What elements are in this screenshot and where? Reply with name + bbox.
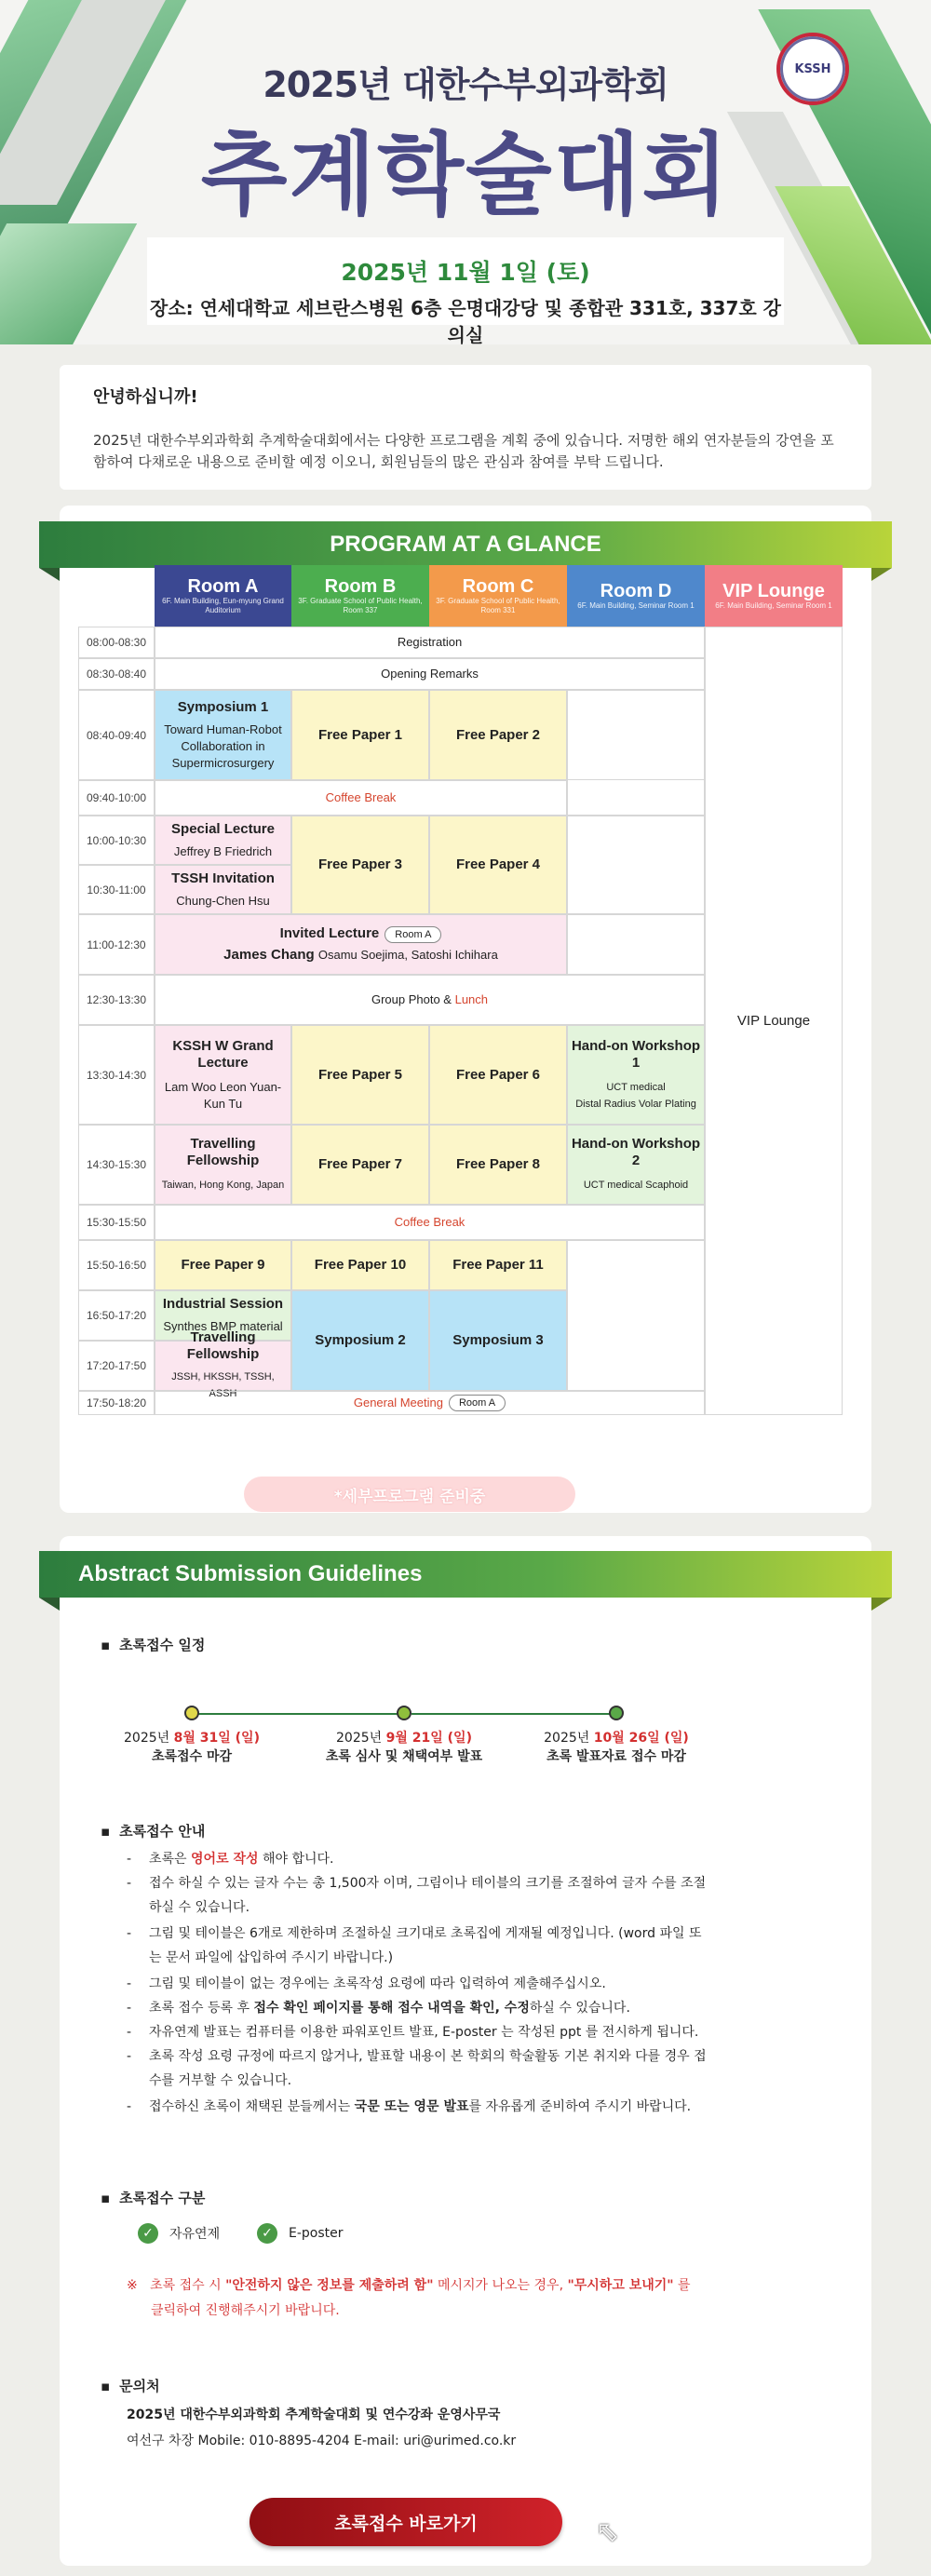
travelling-fellowship-cell: Travelling Fellowship JSSH, HKSSH, TSSH, ASSH [155, 1341, 291, 1391]
kssh-logo: KSSH [776, 33, 849, 105]
time-slot: 16:50-17:20 [78, 1290, 155, 1341]
special-lecture-cell: Special Lecture Jeffrey B Friedrich [155, 816, 291, 865]
coffee-break-cell: Coffee Break [155, 780, 567, 816]
time-slot: 12:30-13:30 [78, 975, 155, 1025]
room-b-header: Room B 3F. Graduate School of Public Health, Room 337 [291, 565, 429, 627]
symposium-1-cell: Symposium 1 Toward Human-Robot Collaboration in Supermicrosurgery [155, 690, 291, 780]
timeline-line [412, 1713, 622, 1715]
greeting-body: 2025년 대한수부외과학회 추계학술대회에서는 다양한 프로그램을 계획 중에 있습니다. 저명한 해외 연자분들의 강연을 포함하여 다채로운 내용으로 준비할 예정 이오니, 회원님들의 많은 관심과 참여를 부탁 드립니다. [93, 432, 834, 470]
hands-on-workshop-2-cell: Hand-on Workshop 2 UCT medical Scaphoid [567, 1125, 705, 1205]
room-a-tag: Room A [449, 1395, 506, 1411]
submit-abstract-button[interactable]: 초록접수 바로가기 [250, 2498, 562, 2546]
time-slot: 15:50-16:50 [78, 1240, 155, 1290]
guide-item: - 접수하신 초록이 채택된 분들께서는 국문 또는 영문 발표를 자유롭게 준비하여 주시기 바랍니다. [127, 2099, 692, 2114]
empty-cell [567, 780, 705, 816]
program-table [78, 565, 847, 1415]
room-a-header: Room A 6F. Main Building, Eun-myung Grand Auditorium [155, 565, 291, 627]
vip-lounge-cell: VIP Lounge [705, 627, 843, 1415]
group-photo-lunch-cell: Group Photo & Lunch [155, 975, 705, 1025]
time-slot: 10:30-11:00 [78, 865, 155, 914]
event-venue: 장소: 연세대학교 세브란스병원 6층 은명대강당 및 종합관 331호, 337호 강의실 [150, 297, 781, 344]
time-slot: 13:30-14:30 [78, 1025, 155, 1125]
event-subtitle: 2025년 대한수부외과학회 [263, 64, 668, 105]
guide-item: - 접수 하실 수 있는 글자 수는 총 1,500자 이며, 그림이나 테이블의 크기를 조절하여 글자 수를 조절하실 수 있습니다. [127, 1876, 707, 1915]
guide-item: - 초록 접수 등록 후 접수 확인 페이지를 통해 접수 내역을 확인, 수정하실 수 있습니다. [127, 2001, 630, 2016]
coffee-break-cell: Coffee Break [155, 1205, 705, 1240]
free-paper-2-cell: Free Paper 2 [429, 690, 567, 780]
room-c-header: Room C 3F. Graduate School of Public Health, Room 331 [429, 565, 567, 627]
timeline-dot [184, 1706, 199, 1720]
symposium-2-cell: Symposium 2 [291, 1290, 429, 1391]
time-slot: 10:00-10:30 [78, 816, 155, 865]
timeline-item: 2025년 8월 31일 (일) 초록접수 마감 [124, 1731, 260, 1764]
check-icon: ✓ [257, 2223, 277, 2244]
kssh-w-grand-lecture-cell: KSSH W Grand Lecture Lam Woo Leon Yuan-Kun Tu [155, 1025, 291, 1125]
guide-item: - 초록은 영어로 작성 해야 합니다. [127, 1852, 334, 1867]
free-paper-11-cell: Free Paper 11 [429, 1240, 567, 1290]
contact-info: 2025년 대한수부외과학회 추계학술대회 및 연수강좌 운영사무국 여선구 차장 Mobile: 010-8895-4204 E-mail: uri@urimed.co.kr [127, 2407, 517, 2448]
program-banner: PROGRAM AT A GLANCE [39, 521, 892, 568]
timeline-item: 2025년 10월 26일 (일) 초록 발표자료 접수 마감 [544, 1731, 689, 1764]
event-date: 2025년 11월 1일 (토) [341, 259, 590, 286]
tssh-invitation-cell: TSSH Invitation Chung-Chen Hsu [155, 865, 291, 914]
timeline-dot [609, 1706, 624, 1720]
program-notice: *세부프로그램 준비중 [244, 1477, 575, 1512]
abstract-card [60, 1536, 871, 2566]
time-slot: 11:00-12:30 [78, 914, 155, 975]
vip-lounge-header: VIP Lounge 6F. Main Building, Seminar Room 1 [705, 565, 843, 627]
timeline-dot [397, 1706, 412, 1720]
free-paper-1-cell: Free Paper 1 [291, 690, 429, 780]
program-card [60, 506, 871, 1513]
type-e-poster: ✓ E-poster [257, 2223, 344, 2244]
event-title: 추계학술대회 [200, 123, 731, 227]
timeline-item: 2025년 9월 21일 (일) 초록 심사 및 채택여부 발표 [325, 1731, 483, 1764]
event-info-box [147, 237, 784, 344]
guide-heading: ▪ 초록접수 안내 [101, 1821, 205, 1841]
time-slot: 17:50-18:20 [78, 1391, 155, 1415]
free-paper-5-cell: Free Paper 5 [291, 1025, 429, 1125]
symposium-3-cell: Symposium 3 [429, 1290, 567, 1391]
time-slot: 15:30-15:50 [78, 1205, 155, 1240]
registration-cell: Registration [155, 627, 705, 658]
travelling-fellowship-cell: Travelling Fellowship Taiwan, Hong Kong, Japan [155, 1125, 291, 1205]
guide-item: - 자유연제 발표는 컴퓨터를 이용한 파워포인트 발표, E-poster 는 작성된 ppt 를 전시하게 됩니다. [127, 2025, 699, 2040]
general-meeting-cell: General Meeting Room A [155, 1391, 705, 1415]
opening-remarks-cell: Opening Remarks [155, 658, 705, 690]
free-paper-7-cell: Free Paper 7 [291, 1125, 429, 1205]
check-icon: ✓ [138, 2223, 158, 2244]
greeting-heading: 안녕하십니까! [93, 387, 198, 407]
time-slot: 09:40-10:00 [78, 780, 155, 816]
hands-on-workshop-1-cell: Hand-on Workshop 1 UCT medical Distal Radius Volar Plating [567, 1025, 705, 1125]
room-d-header: Room D 6F. Main Building, Seminar Room 1 [567, 565, 705, 627]
room-a-tag: Room A [385, 926, 441, 943]
free-paper-9-cell: Free Paper 9 [155, 1240, 291, 1290]
contact-heading: ▪ 문의처 [101, 2376, 160, 2395]
time-slot: 17:20-17:50 [78, 1341, 155, 1391]
header-banner [0, 0, 931, 344]
timeline-line [197, 1713, 410, 1715]
cursor-icon: ⬁ [596, 2515, 620, 2548]
industrial-session-cell: Industrial Session Synthes BMP material [155, 1290, 291, 1341]
free-paper-8-cell: Free Paper 8 [429, 1125, 567, 1205]
guide-item: - 그림 및 테이블이 없는 경우에는 초록작성 요령에 따라 입력하여 제출해주십시오. [127, 1976, 606, 1991]
empty-cell [567, 1240, 705, 1391]
invited-lecture-cell: Invited Lecture Room A James Chang Osamu Soejima, Satoshi Ichihara [155, 914, 567, 975]
free-paper-10-cell: Free Paper 10 [291, 1240, 429, 1290]
guide-item: - 초록 작성 요령 규정에 따르지 않거나, 발표할 내용이 본 학회의 학술활동 기본 취지와 다를 경우 접수를 거부할 수 있습니다. [127, 2049, 707, 2088]
schedule-heading: ▪ 초록접수 일정 [101, 1635, 205, 1654]
empty-cell [567, 816, 705, 914]
empty-cell [567, 690, 705, 780]
free-paper-6-cell: Free Paper 6 [429, 1025, 567, 1125]
warning-note: ※ 초록 접수 시 "안전하지 않은 정보를 제출하려 함" 메시지가 나오는 경우, "무시하고 보내기" 를 클릭하여 진행해주시기 바랍니다. [127, 2278, 691, 2318]
abstract-banner: Abstract Submission Guidelines [39, 1551, 892, 1598]
decor-stripe [0, 223, 137, 344]
time-slot: 14:30-15:30 [78, 1125, 155, 1205]
type-heading: ▪ 초록접수 구분 [101, 2188, 205, 2207]
greeting-box [60, 365, 871, 490]
time-slot: 08:00-08:30 [78, 627, 155, 658]
type-free-paper: ✓ 자유연제 [138, 2223, 220, 2244]
empty-cell [567, 914, 705, 975]
time-slot: 08:30-08:40 [78, 658, 155, 690]
guide-item: - 그림 및 테이블은 6개로 제한하며 조절하실 크기대로 초록집에 게재될 예정입니다. (word 파일 또는 문서 파일에 삽입하여 주시기 바랍니다.) [127, 1926, 702, 1965]
free-paper-3-cell: Free Paper 3 [291, 816, 429, 914]
free-paper-4-cell: Free Paper 4 [429, 816, 567, 914]
time-slot: 08:40-09:40 [78, 690, 155, 780]
